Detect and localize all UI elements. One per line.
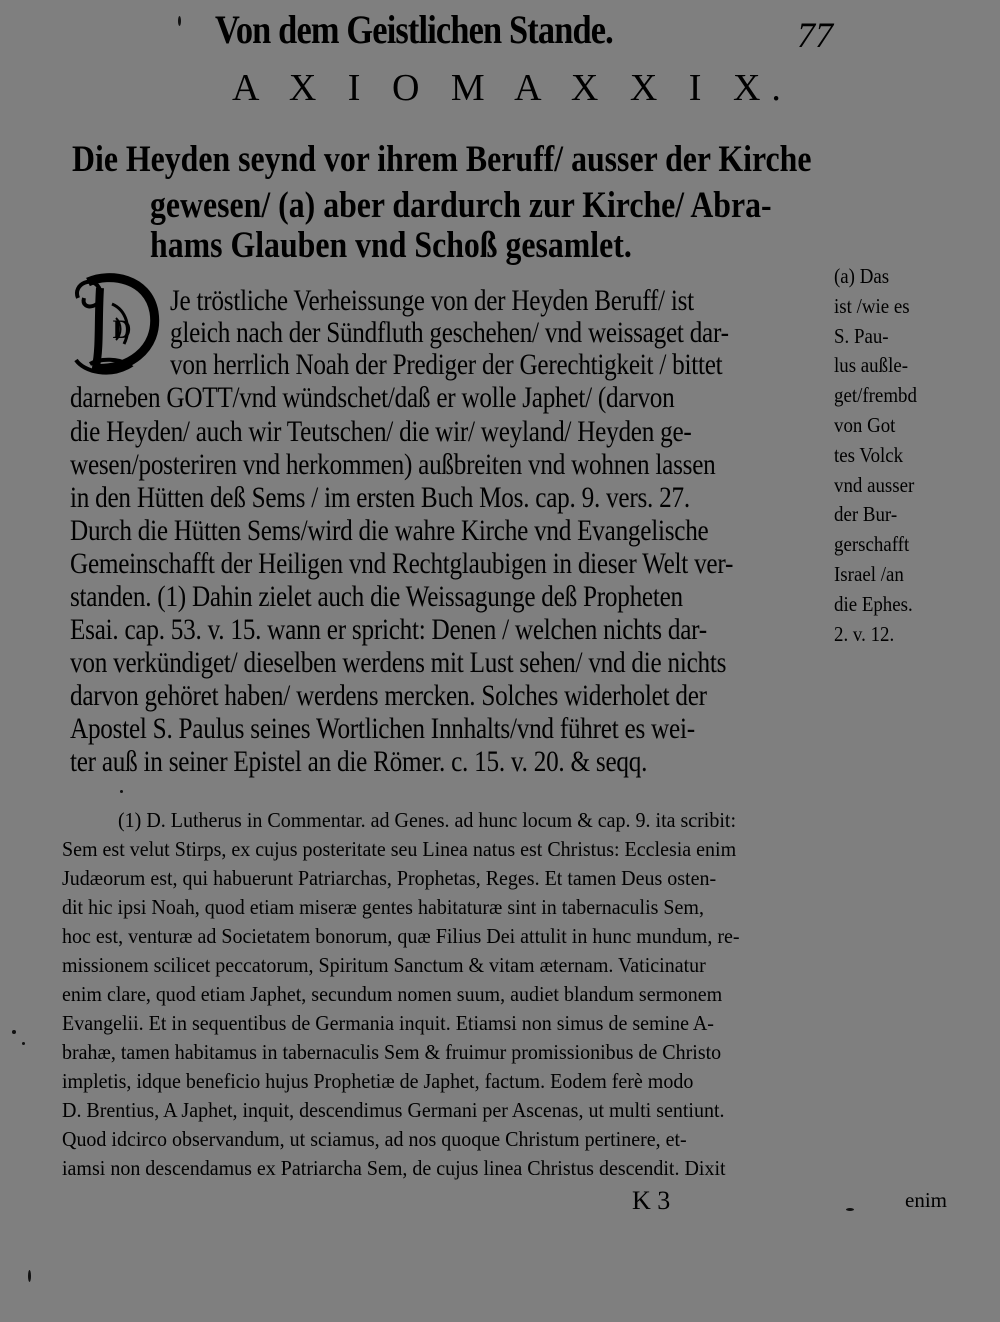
footnote-line: impletis, idque beneficio hujus Prophetiæ de Japhet, factum. Eodem ferè modo: [62, 1069, 694, 1093]
body-line: Je tröstliche Verheissunge von der Heyden Beruff/ ist: [170, 284, 694, 317]
footnote-line: missionem scilicet peccatorum, Spiritum Sanctum & vitam æternam. Vaticinatur: [62, 953, 706, 977]
footnote-line: Sem est velut Stirps, ex cujus posteritate seu Linea natus est Christus: Ecclesia enim: [62, 837, 737, 861]
body-line: standen. (1) Dahin zielet auch die Weissagunge deß Propheten: [70, 580, 683, 613]
scan-speck: [28, 1270, 31, 1282]
body-line: Esai. cap. 53. v. 15. wann er spricht: Denen / welchen nichts dar-: [70, 613, 707, 646]
footnote-line: hoc est, venturæ ad Societatem bonorum, quæ Filius Dei attulit in hunc mundum, re-: [62, 924, 740, 948]
footnote-line: Judæorum est, qui habuerunt Patriarchas, Prophetas, Reges. Et tamen Deus osten-: [62, 866, 717, 890]
body-line: Gemeinschafft der Heiligen vnd Rechtglaubigen in dieser Welt ver-: [70, 547, 734, 580]
body-line: gleich nach der Sündfluth geschehen/ vnd weissaget dar-: [170, 316, 729, 349]
page-number: 77: [797, 15, 833, 55]
body-line: darneben GOTT/vnd wündschet/daß er wolle Japhet/ (darvon: [70, 381, 675, 414]
title-line: Die Heyden seynd vor ihrem Beruff/ ausser der Kirche: [72, 139, 812, 180]
margin-note: (a) Das ist /wie es S. Pau- lus außle- get/frembd von Got tes Volck vnd ausser der Bur- gerschafft Israel /an die Ephes. 2. v. 12.: [834, 264, 917, 646]
title-line: gewesen/ (a) aber dardurch zur Kirche/ Abra-: [150, 185, 772, 226]
footnote-line: Evangelii. Et in sequentibus de Germania inquit. Etiamsi non simus de semine A-: [62, 1011, 714, 1035]
catchword: enim: [905, 1188, 947, 1212]
body-line: darvon gehöret haben/ werdens mercken. Solches widerholet der: [70, 679, 707, 712]
drop-cap: [70, 268, 162, 378]
footnote-line: dit hic ipsi Noah, quod etiam miseræ gentes habitaturæ sint in tabernaculis Sem,: [62, 895, 704, 919]
footnote-line: Quod idcirco observandum, ut sciamus, ad nos quoque Christum pertinere, et-: [62, 1127, 687, 1151]
drop-cap-letter: D: [112, 315, 132, 344]
signature-mark: K 3: [632, 1186, 671, 1215]
footnote-line: enim clare, quod etiam Japhet, secundum nomen suum, audiet blandum sermonem: [62, 982, 723, 1006]
title-line: hams Glauben vnd Schoß gesamlet.: [150, 225, 632, 266]
body-line: wesen/posteriren vnd herkommen) außbreiten vnd wohnen lassen: [70, 448, 716, 481]
scan-speck: [120, 790, 123, 793]
footnote-line: (1) D. Lutherus in Commentar. ad Genes. ad hunc locum & cap. 9. ita scribit:: [118, 808, 737, 832]
body-line: ter auß in seiner Epistel an die Römer. c. 15. v. 20. & seqq.: [70, 745, 648, 778]
body-line: die Heyden/ auch wir Teutschen/ die wir/ weyland/ Heyden ge-: [70, 415, 692, 448]
footnote-line: iamsi non descendamus ex Patriarcha Sem, de cujus linea Christus descendit. Dixit: [62, 1156, 726, 1180]
axiom-heading: A X I O M A X X I X.: [232, 67, 792, 109]
body-line: Durch die Hütten Sems/wird die wahre Kirche vnd Evangelische: [70, 514, 709, 547]
scan-speck: [178, 16, 181, 26]
scan-speck: [22, 1042, 25, 1045]
body-line: in den Hütten deß Sems / im ersten Buch Mos. cap. 9. vers. 27.: [70, 481, 690, 514]
running-title: Von dem Geistlichen Stande.: [215, 7, 613, 52]
body-line: von verkündiget/ dieselben werdens mit Lust sehen/ vnd die nichts: [70, 646, 727, 679]
scan-speck: [846, 1208, 854, 1211]
footnote-line: brahæ, tamen habitamus in tabernaculis Sem & fruimur promissionibus de Christo: [62, 1040, 722, 1064]
scan-speck: [12, 1030, 16, 1034]
body-line: Apostel S. Paulus seines Wortlichen Innhalts/vnd führet es wei-: [70, 712, 695, 745]
body-line: von herrlich Noah der Prediger der Gerechtigkeit / bittet: [170, 348, 723, 381]
footnote-line: D. Brentius, A Japhet, inquit, descendimus Germani per Ascenas, ut multi sentiunt.: [62, 1098, 725, 1122]
